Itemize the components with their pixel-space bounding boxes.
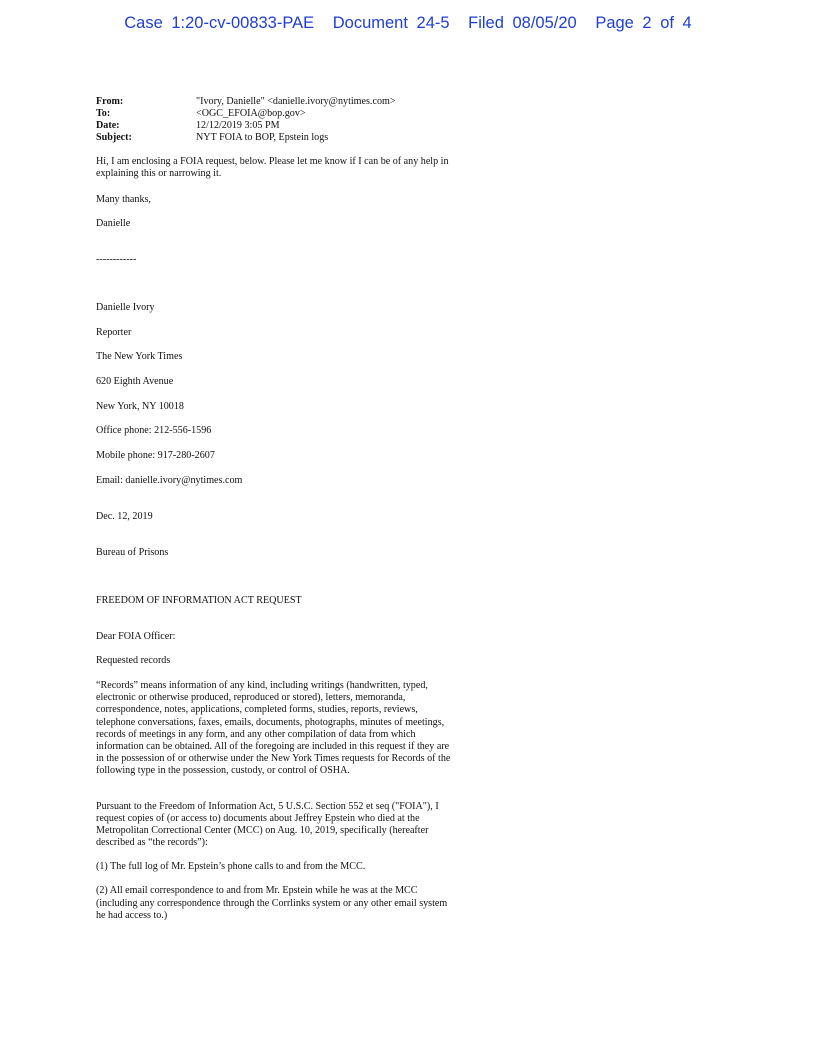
signature-office-phone: Office phone: 212-556-1596 [96, 425, 212, 437]
subject-row [96, 132, 456, 144]
intro-paragraph: Hi, I am enclosing a FOIA request, below. Please let me know if I can be of any help in explaining this or narrowing it. [96, 156, 449, 180]
salutation: Dear FOIA Officer: [96, 631, 176, 643]
request-item-1: (1) The full log of Mr. Epstein’s phone calls to and from the MCC. [96, 861, 366, 873]
signature-name: Danielle Ivory [96, 301, 155, 313]
date-label: Date: [96, 120, 120, 132]
case-header [0, 14, 816, 33]
filed-date: Filed 08/05/20 [468, 14, 577, 32]
signature-organization: The New York Times [96, 351, 183, 363]
document-number: Document 24-5 [332, 14, 450, 32]
to-row [96, 108, 456, 120]
signature-block [96, 302, 456, 487]
from-row [96, 96, 456, 108]
signature-street: 620 Eighth Avenue [96, 375, 174, 387]
signature-city: New York, NY 10018 [96, 400, 184, 412]
section-title: Requested records [96, 655, 171, 667]
from-label: From: [96, 96, 124, 107]
case-number: Case 1:20-cv-00833-PAE [124, 14, 315, 32]
signature-email: Email: danielle.ivory@nytimes.com [96, 474, 243, 486]
subject-value: NYT FOIA to BOP, Epstein logs [196, 132, 329, 144]
to-label: To: [96, 108, 111, 120]
signature-mobile-phone: Mobile phone: 917-280-2607 [96, 449, 215, 461]
pursuant-paragraph: Pursuant to the Freedom of Information Act, 5 U.S.C. Section 552 et seq ("FOIA"), I request copies of (or access to) documents about Jeffrey Epstein who died at the Metropolitan Correctional Center (MCC) on Aug. 10, 2019, specifically (hereafter described as “the records”): [96, 800, 439, 849]
page-number: Page 2 of 4 [595, 14, 692, 32]
email-header [96, 96, 456, 144]
letter-date: Dec. 12, 2019 [96, 510, 153, 522]
letter-heading: FREEDOM OF INFORMATION ACT REQUEST [96, 594, 302, 606]
request-item-2: (2) All email correspondence to and from Mr. Epstein while he was at the MCC (including any correspondence through the Corrlinks system or any other email system he had access to.) [96, 885, 448, 921]
closing-line: Many thanks, [96, 193, 151, 205]
sender-first-name: Danielle [96, 217, 131, 229]
email-document [96, 96, 456, 922]
subject-label: Subject: [96, 132, 132, 144]
date-value: 12/12/2019 3:05 PM [196, 120, 280, 132]
separator: ------------ [96, 253, 137, 265]
records-definition: “Records” means information of any kind, including writings (handwritten, typed, electronic or otherwise produced, reproduced or stored), letters, memoranda, correspondence, notes, applications, completed forms, studies, reports, reviews, telephone conversations, faxes, emails, documents, photographs, minutes of meetings, records of meetings in any form, and any other compilation of data from which information can be obtained. All of the foregoing are included in this request if they are in the possession of or otherwise under the New York Times requests for Records of the following type in the possession, custody, or control of OSHA. [96, 680, 451, 776]
date-row [96, 120, 456, 132]
letter-recipient: Bureau of Prisons [96, 546, 169, 558]
signature-title: Reporter [96, 326, 132, 338]
from-value: "Ivory, Danielle" <danielle.ivory@nytimes.com> [196, 96, 396, 107]
to-value: <OGC_EFOIA@bop.gov> [196, 108, 306, 120]
